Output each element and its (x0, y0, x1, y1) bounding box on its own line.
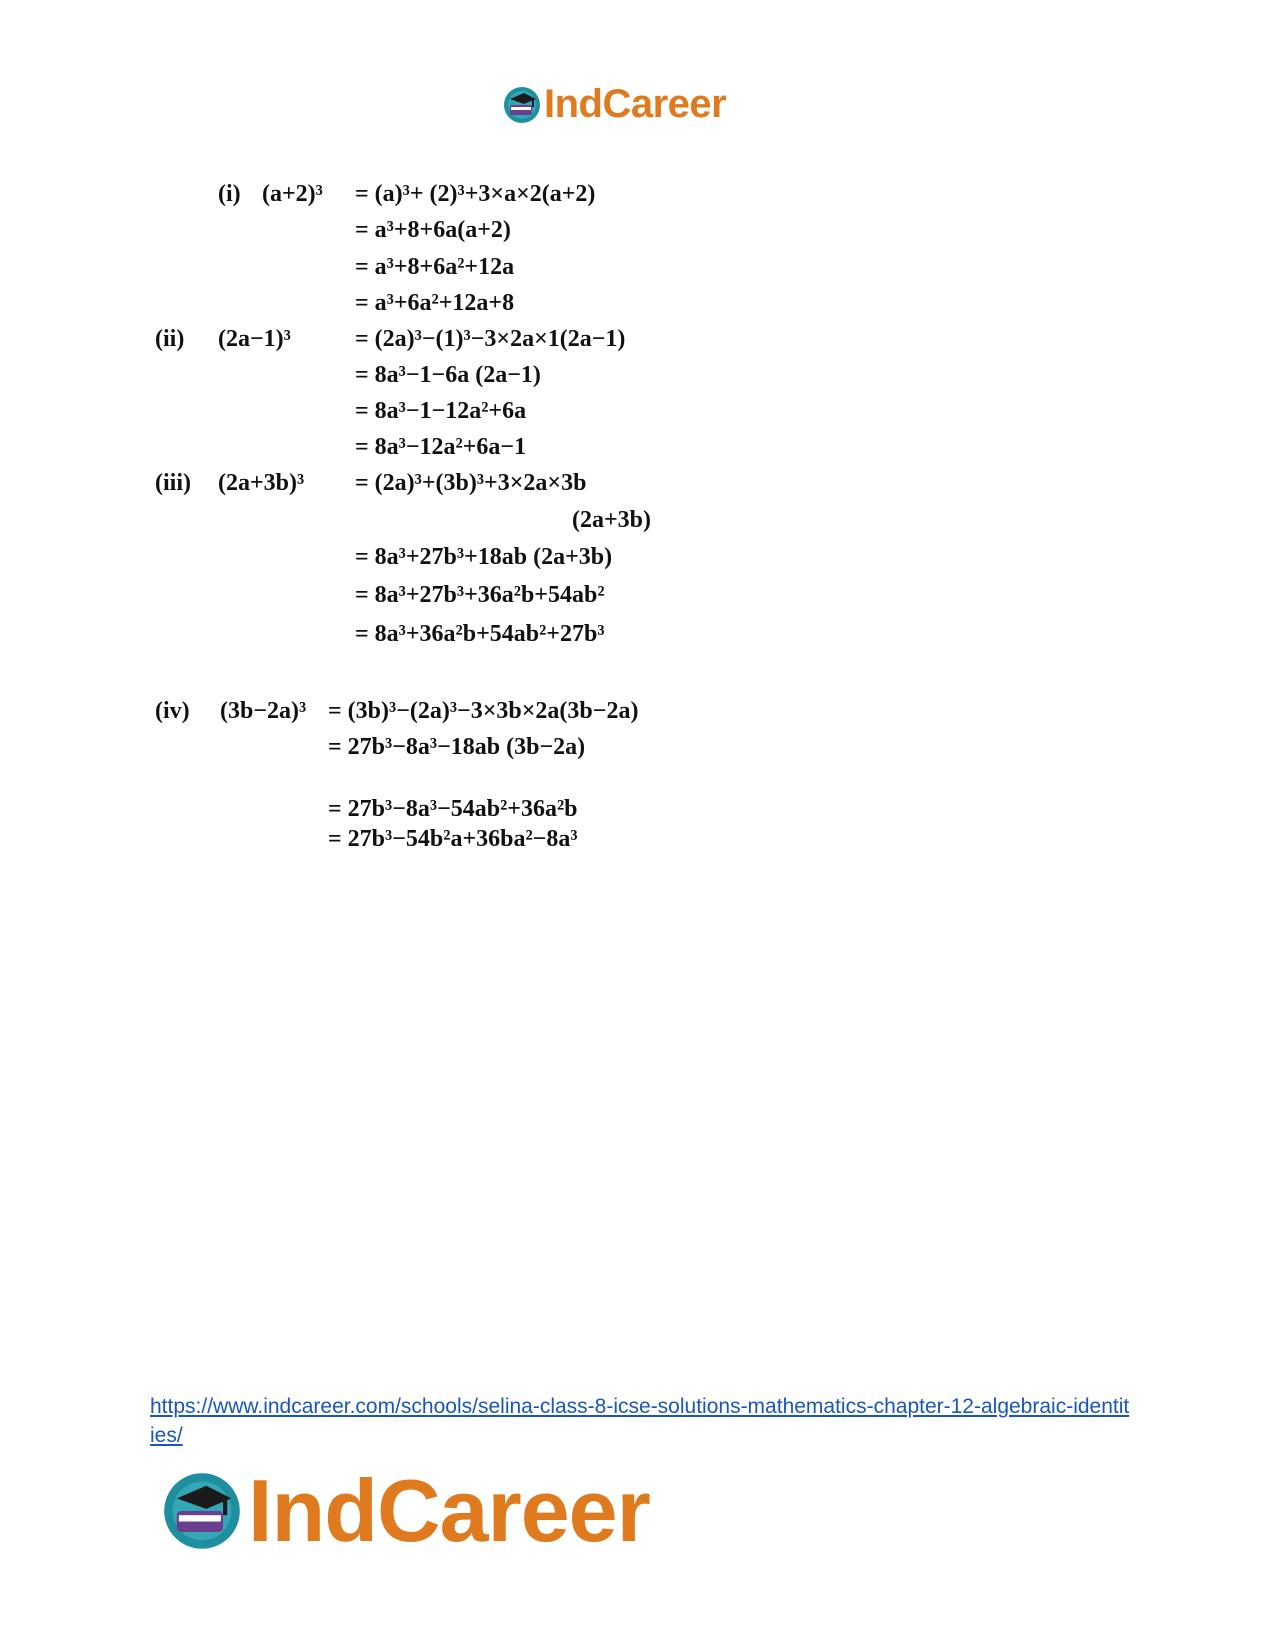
step-line-continued: (2a+3b) (572, 507, 652, 533)
part-expression (262, 180, 323, 208)
step-line: = a³+8+6a²+12a (355, 254, 515, 280)
logo-wordmark: IndCareer (248, 1461, 650, 1560)
logo-wordmark: IndCareer (544, 82, 727, 126)
expr-text: (a+2)³ (262, 181, 323, 207)
step-line: = 27b³−8a³−54ab²+36a²b (328, 796, 578, 822)
part-expression: (2a−1)³ (218, 326, 291, 352)
footer-logo (160, 1460, 650, 1562)
step-line: = (a)³+ (2)³+3×a×2(a+2) (355, 181, 596, 207)
part-expression: (2a+3b)³ (218, 470, 305, 496)
step-line: = (2a)³−(1)³−3×2a×1(2a−1) (355, 326, 626, 352)
step-line: = 8a³−1−6a (2a−1) (355, 362, 541, 388)
part-label: (iii) (155, 470, 191, 496)
step-line: = a³+8+6a(a+2) (355, 217, 511, 243)
step-line: = 27b³−54b²a+36ba²−8a³ (328, 826, 578, 852)
step-line: = (2a)³+(3b)³+3×2a×3b (355, 470, 587, 496)
part-expression: (3b−2a)³ (220, 698, 307, 724)
part-label: (i) (218, 181, 241, 207)
step-line: = 27b³−8a³−18ab (3b−2a) (328, 734, 586, 760)
step-line: = a³+6a²+12a+8 (355, 290, 515, 316)
step-line: = 8a³−1−12a²+6a (355, 398, 527, 424)
step-line: = (3b)³−(2a)³−3×3b×2a(3b−2a) (328, 698, 639, 724)
step-line: = 8a³−12a²+6a−1 (355, 434, 527, 460)
step-line: = 8a³+27b³+36a²b+54ab² (355, 582, 605, 608)
part-label: (ii) (155, 326, 185, 352)
part-label: (iv) (155, 698, 190, 724)
graduation-book-icon (160, 1469, 244, 1553)
step-line: = 8a³+27b³+18ab (2a+3b) (355, 544, 613, 570)
source-link[interactable]: https://www.indcareer.com/schools/selina-class-8-icse-solutions-mathematics-chapter-12-algebraic-identities/ (150, 1395, 1130, 1447)
step-line: = 8a³+36a²b+54ab²+27b³ (355, 621, 605, 647)
